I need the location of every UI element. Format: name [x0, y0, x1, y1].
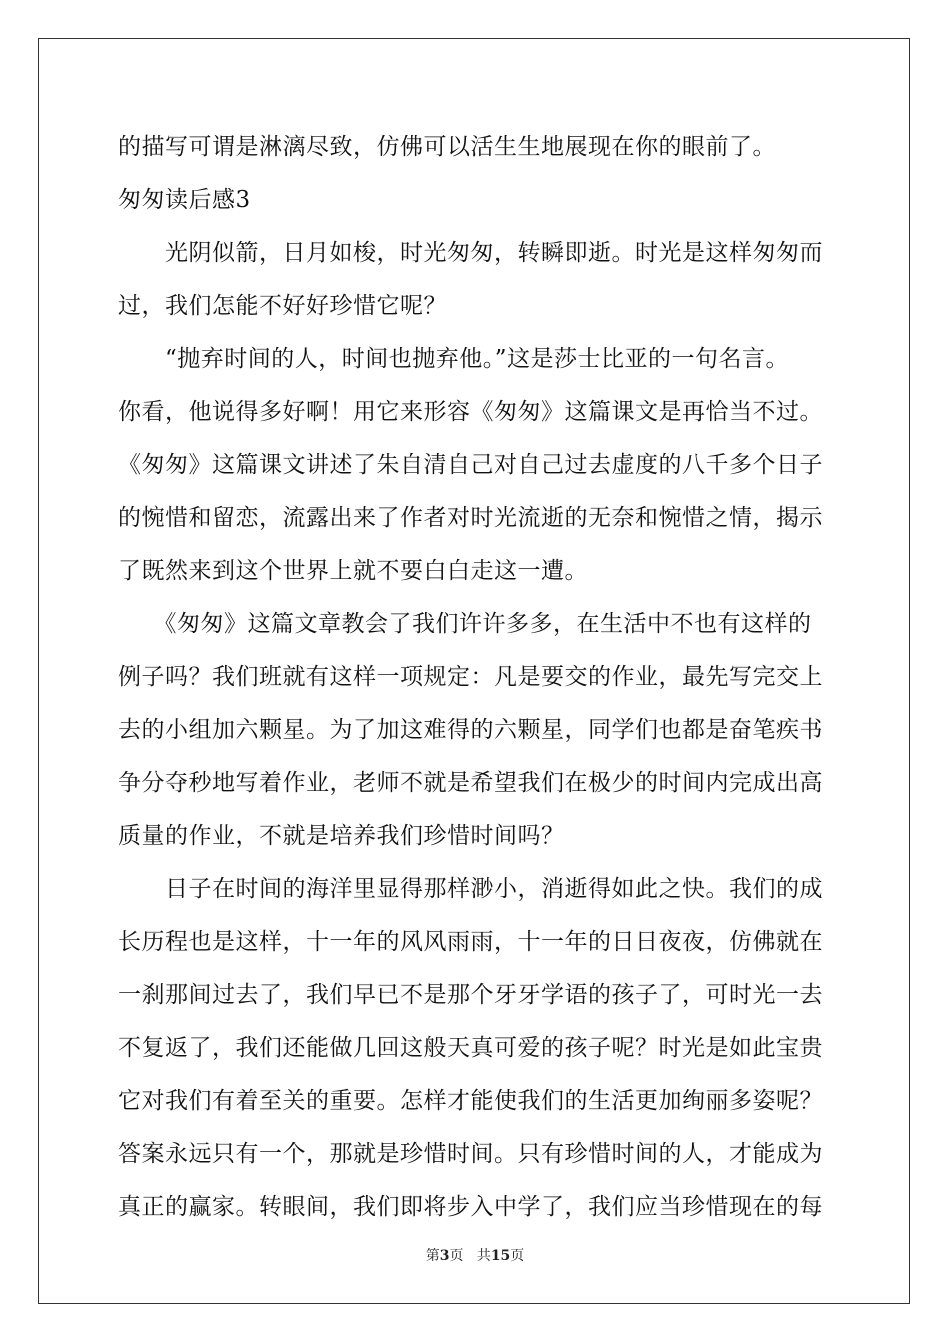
page-footer: [0, 1247, 950, 1265]
page-prefix: 第: [425, 1248, 440, 1264]
text-line: 你看，他说得多好啊！用它来形容《匆匆》这篇课文是再恰当不过。: [118, 399, 823, 425]
text-line: 的惋惜和留恋，流露出来了作者对时光流逝的无奈和惋惜之情，揭示: [118, 505, 823, 531]
text-line: 真正的赢家。转眼间，我们即将步入中学了，我们应当珍惜现在的每: [118, 1194, 823, 1220]
text-line: 长历程也是这样，十一年的风风雨雨，十一年的日日夜夜，仿佛就在: [118, 929, 823, 955]
section-heading: 匆匆读后感3: [118, 187, 251, 213]
text-line: 《匆匆》这篇文章教会了我们许许多多，在生活中不也有这样的: [118, 611, 812, 637]
total-suffix: 页: [510, 1248, 525, 1264]
text-line: 的描写可谓是淋漓尽致，仿佛可以活生生地展现在你的眼前了。: [118, 134, 776, 160]
text-line: 不复返了，我们还能做几回这般天真可爱的孩子呢？时光是如此宝贵: [118, 1035, 823, 1061]
text-line: 日子在时间的海洋里显得那样渺小，消逝得如此之快。我们的成: [118, 876, 823, 902]
total-pages: 15: [490, 1248, 511, 1264]
text-line: “抛弃时间的人，时间也抛弃他。”这是莎士比亚的一句名言。: [118, 346, 790, 372]
text-line: 争分夺秒地写着作业，老师不就是希望我们在极少的时间内完成出高: [118, 770, 823, 796]
text-line: 例子吗？我们班就有这样一项规定：凡是要交的作业，最先写完交上: [118, 664, 823, 690]
text-line: 《匆匆》这篇课文讲述了朱自清自己对自己过去虚度的八千多个日子: [118, 452, 823, 478]
text-line: 光阴似箭，日月如梭，时光匆匆，转瞬即逝。时光是这样匆匆而: [118, 240, 823, 266]
text-line: 它对我们有着至关的重要。怎样才能使我们的生活更加绚丽多姿呢？: [118, 1088, 823, 1114]
text-line: 质量的作业，不就是培养我们珍惜时间吗？: [118, 823, 565, 849]
page-number: 3: [439, 1248, 450, 1264]
text-line: 了既然来到这个世界上就不要白白走这一遭。: [118, 558, 588, 584]
text-line: 过，我们怎能不好好珍惜它呢？: [118, 293, 447, 319]
page-suffix: 页: [449, 1248, 464, 1264]
text-line: 一刹那间过去了，我们早已不是那个牙牙学语的孩子了，可时光一去: [118, 982, 823, 1008]
total-prefix: 共: [476, 1248, 491, 1264]
text-line: 去的小组加六颗星。为了加这难得的六颗星，同学们也都是奋笔疾书: [118, 717, 823, 743]
text-line: 答案永远只有一个，那就是珍惜时间。只有珍惜时间的人，才能成为: [118, 1141, 823, 1167]
